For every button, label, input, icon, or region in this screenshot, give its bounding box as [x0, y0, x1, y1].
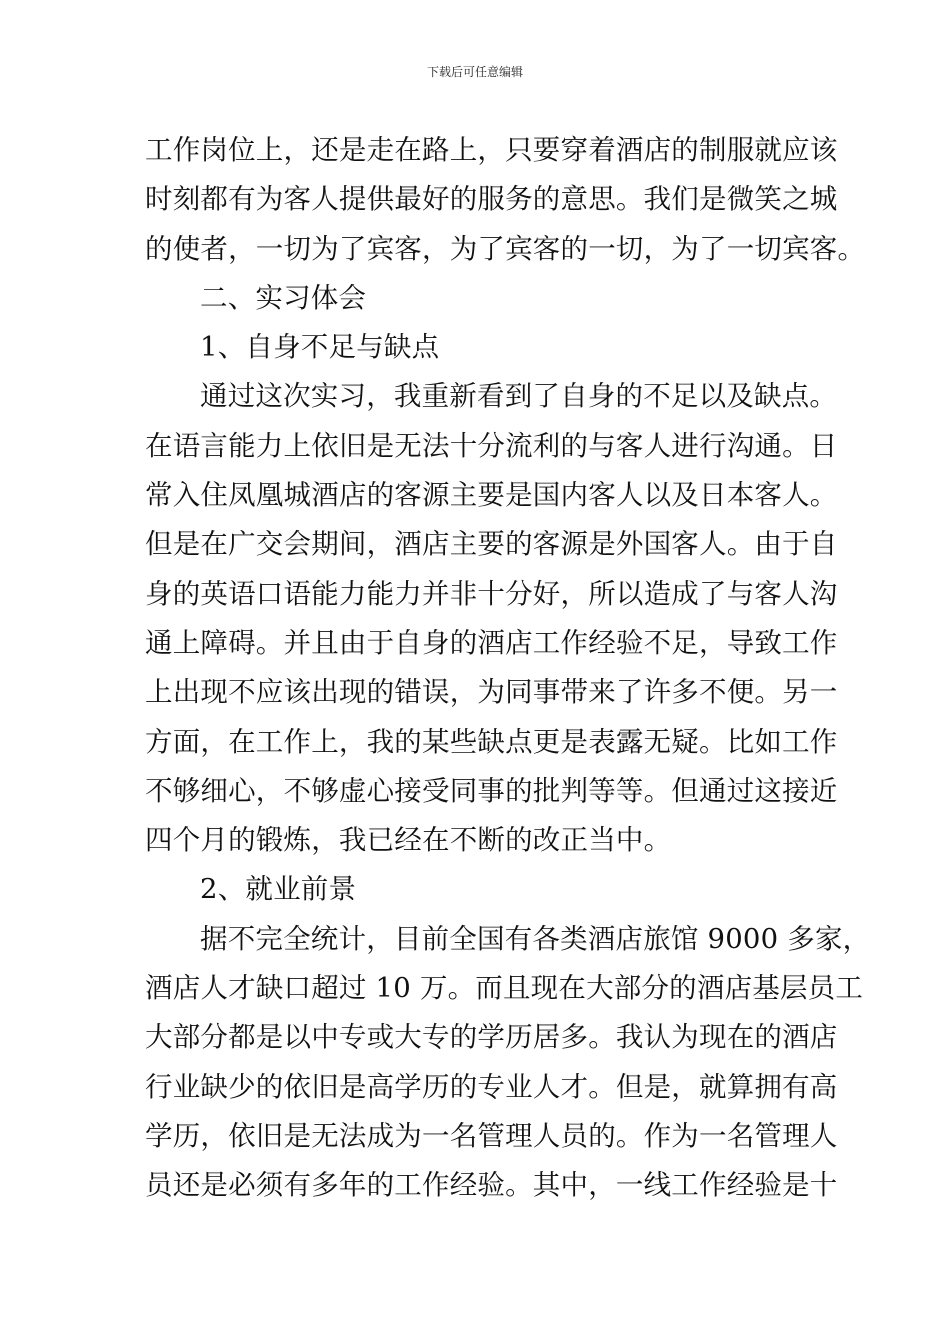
text-line: 上出现不应该出现的错误，为同事带来了许多不便。另一: [145, 676, 838, 709]
text-line: 酒店人才缺口超过 10 万。而且现在大部分的酒店基层员工: [145, 972, 864, 1005]
text-line: 行业缺少的依旧是高学历的专业人才。但是，就算拥有高: [145, 1070, 838, 1103]
text-line: 员还是必须有多年的工作经验。其中，一线工作经验是十: [145, 1169, 838, 1202]
section-heading: 二、实习体会: [200, 281, 367, 314]
text-line: 在语言能力上依旧是无法十分流利的与客人进行沟通。日: [145, 429, 838, 462]
text-line: 方面，在工作上，我的某些缺点更是表露无疑。比如工作: [145, 725, 838, 758]
text-line: 通上障碍。并且由于自身的酒店工作经验不足，导致工作: [145, 626, 838, 659]
text-line: 身的英语口语能力能力并非十分好，所以造成了与客人沟: [145, 577, 838, 610]
text-line: 学历，依旧是无法成为一名管理人员的。作为一名管理人: [145, 1119, 838, 1152]
text-line: 的使者，一切为了宾客，为了宾客的一切，为了一切宾客。: [145, 232, 866, 265]
paragraph-first-line: 据不完全统计，目前全国有各类酒店旅馆 9000 多家，: [200, 922, 871, 955]
body-text: [145, 126, 871, 1211]
subsection-heading: 2、就业前景: [200, 873, 357, 906]
subsection-heading: 1、自身不足与缺点: [200, 331, 440, 364]
text-line: 工作岗位上，还是走在路上，只要穿着酒店的制服就应该: [145, 134, 838, 166]
text-line: 但是在广交会期间，酒店主要的客源是外国客人。由于自: [145, 528, 838, 561]
paragraph-first-line: 通过这次实习，我重新看到了自身的不足以及缺点。: [200, 380, 838, 413]
text-line: 大部分都是以中专或大专的学历居多。我认为现在的酒店: [145, 1021, 838, 1054]
text-line: 四个月的锻炼，我已经在不断的改正当中。: [145, 824, 672, 857]
text-line: 时刻都有为客人提供最好的服务的意思。我们是微笑之城: [145, 183, 838, 216]
page-header: 下载后可任意编辑: [426, 65, 523, 79]
text-line: 不够细心，不够虚心接受同事的批判等等。但通过这接近: [145, 774, 838, 807]
text-line: 常入住凤凰城酒店的客源主要是国内客人以及日本客人。: [145, 479, 838, 512]
